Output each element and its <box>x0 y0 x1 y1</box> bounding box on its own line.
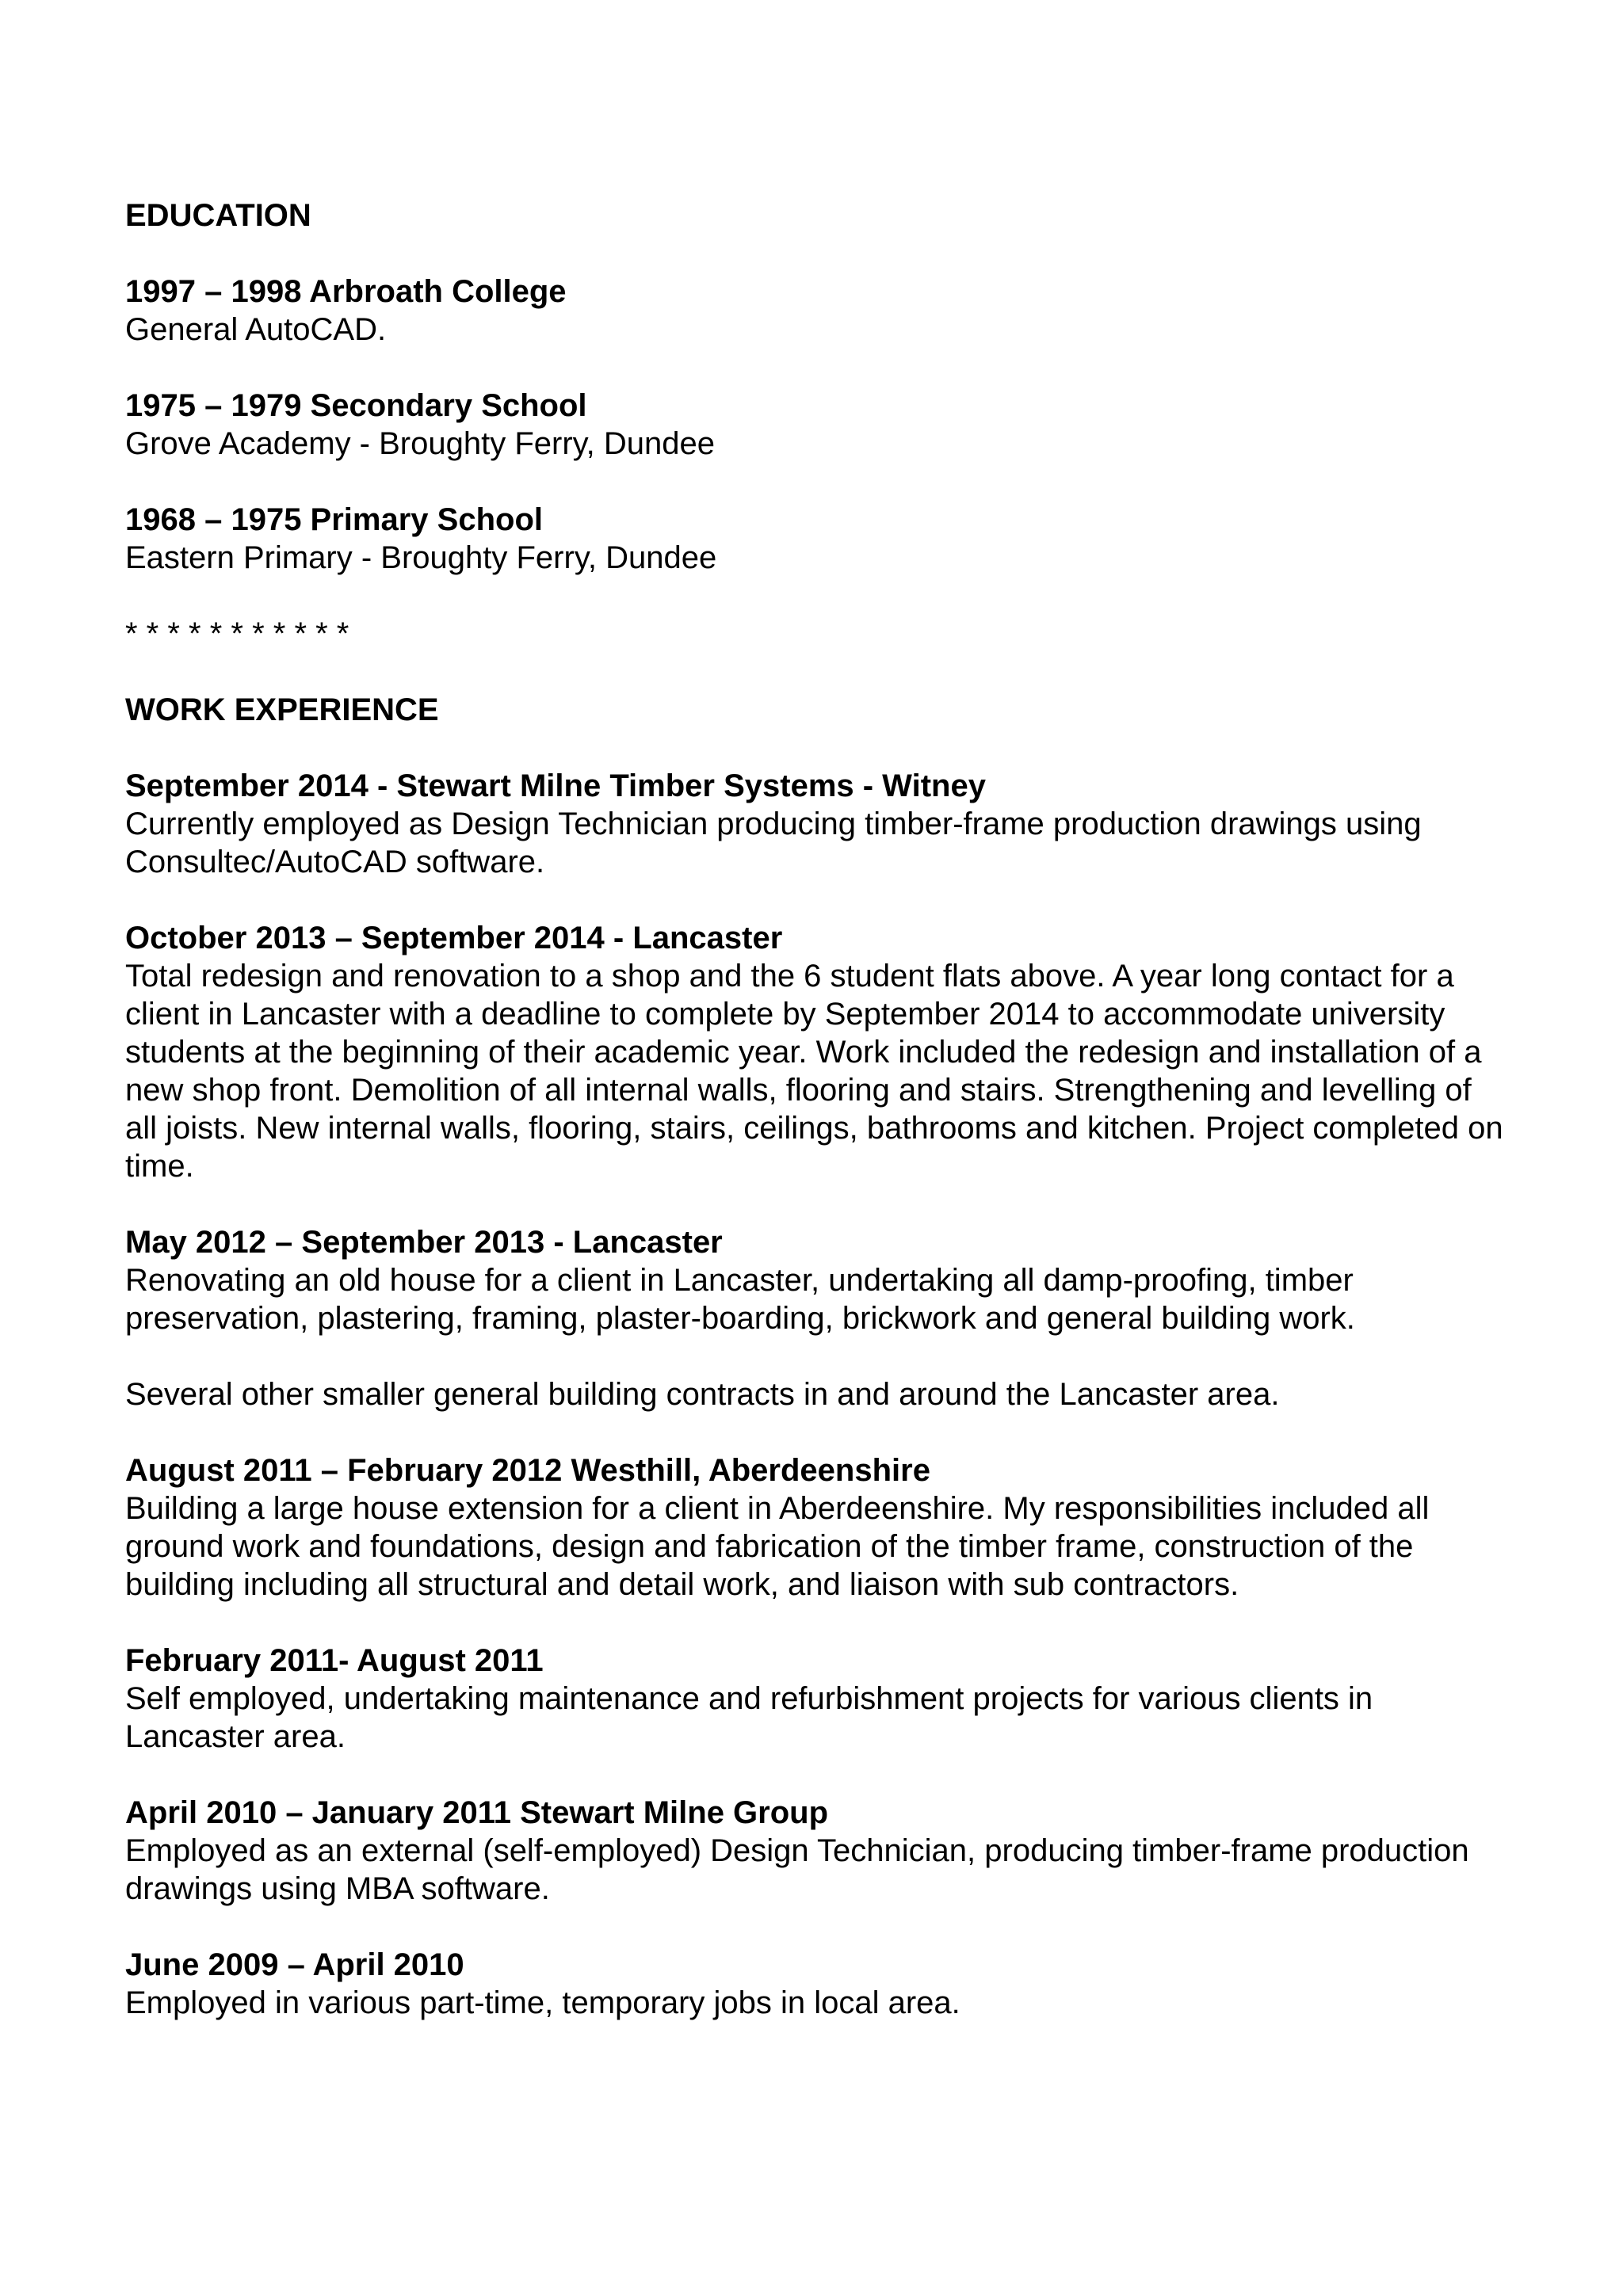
spacer <box>125 729 1504 767</box>
entry-title: August 2011 – February 2012 Westhill, Aberdeenshire <box>125 1453 930 1488</box>
entry-body: Currently employed as Design Technician producing timber-frame production drawings using Consultec/AutoCAD software. <box>125 807 1422 879</box>
entry-body: Self employed, undertaking maintenance and refurbishment projects for various clients in Lancaster area. <box>125 1681 1373 1754</box>
education-entry <box>125 501 1504 577</box>
work-entry <box>125 767 1504 881</box>
spacer <box>125 1756 1504 1794</box>
entry-title: October 2013 – September 2014 - Lancaster <box>125 921 783 955</box>
work-experience-heading: WORK EXPERIENCE <box>125 692 439 727</box>
education-entry <box>125 273 1504 349</box>
spacer <box>125 1185 1504 1223</box>
spacer <box>125 1604 1504 1642</box>
entry-body: Eastern Primary - Broughty Ferry, Dundee <box>125 540 717 575</box>
work-entry <box>125 1223 1504 1337</box>
work-entry <box>125 919 1504 1185</box>
entry-body: Building a large house extension for a client in Aberdeenshire. My responsibilities included all ground work and foundations, design and fabrication of the timber frame, construction of the building including all structural and detail work, and liaison with sub contractors. <box>125 1491 1430 1602</box>
work-entry <box>125 1642 1504 1756</box>
entry-body: Employed as an external (self-employed) Design Technician, producing timber-frame production drawings using MBA software. <box>125 1833 1469 1906</box>
work-note <box>125 1375 1504 1413</box>
spacer <box>125 577 1504 615</box>
entry-title: 1968 – 1975 Primary School <box>125 502 543 537</box>
entry-title: 1997 – 1998 Arbroath College <box>125 274 567 309</box>
spacer <box>125 1908 1504 1946</box>
entry-body: Several other smaller general building contracts in and around the Lancaster area. <box>125 1377 1280 1412</box>
entry-title: September 2014 - Stewart Milne Timber Systems - Witney <box>125 769 986 803</box>
spacer <box>125 653 1504 691</box>
education-entry <box>125 387 1504 463</box>
entry-body: Employed in various part-time, temporary jobs in local area. <box>125 1985 960 2020</box>
section-separator: * * * * * * * * * * * <box>125 616 349 651</box>
entry-title: April 2010 – January 2011 Stewart Milne Group <box>125 1795 829 1830</box>
spacer <box>125 1337 1504 1375</box>
entry-title: June 2009 – April 2010 <box>125 1947 464 1982</box>
education-heading: EDUCATION <box>125 198 311 233</box>
entry-body: General AutoCAD. <box>125 312 387 347</box>
spacer <box>125 235 1504 273</box>
spacer <box>125 1413 1504 1451</box>
cv-page <box>125 196 1504 2022</box>
spacer <box>125 349 1504 387</box>
entry-body: Total redesign and renovation to a shop and the 6 student flats above. A year long contact for a client in Lancaster with a deadline to complete by September 2014 to accommodate university students at the beginning of their academic year. Work included the redesign and installation of a new shop front. Demolition of all internal walls, flooring and stairs. Strengthening and levelling of all joists. New internal walls, flooring, stairs, ceilings, bathrooms and kitchen. Project completed on time. <box>125 959 1503 1184</box>
entry-title: May 2012 – September 2013 - Lancaster <box>125 1225 723 1260</box>
spacer <box>125 881 1504 919</box>
entry-body: Grove Academy - Broughty Ferry, Dundee <box>125 426 716 461</box>
work-entry <box>125 1946 1504 2022</box>
entry-body: Renovating an old house for a client in Lancaster, undertaking all damp-proofing, timber preservation, plastering, framing, plaster-boarding, brickwork and general building work. <box>125 1263 1355 1336</box>
work-entry <box>125 1794 1504 1908</box>
entry-title: February 2011- August 2011 <box>125 1643 544 1678</box>
work-entry <box>125 1451 1504 1604</box>
entry-title: 1975 – 1979 Secondary School <box>125 388 587 423</box>
spacer <box>125 463 1504 501</box>
